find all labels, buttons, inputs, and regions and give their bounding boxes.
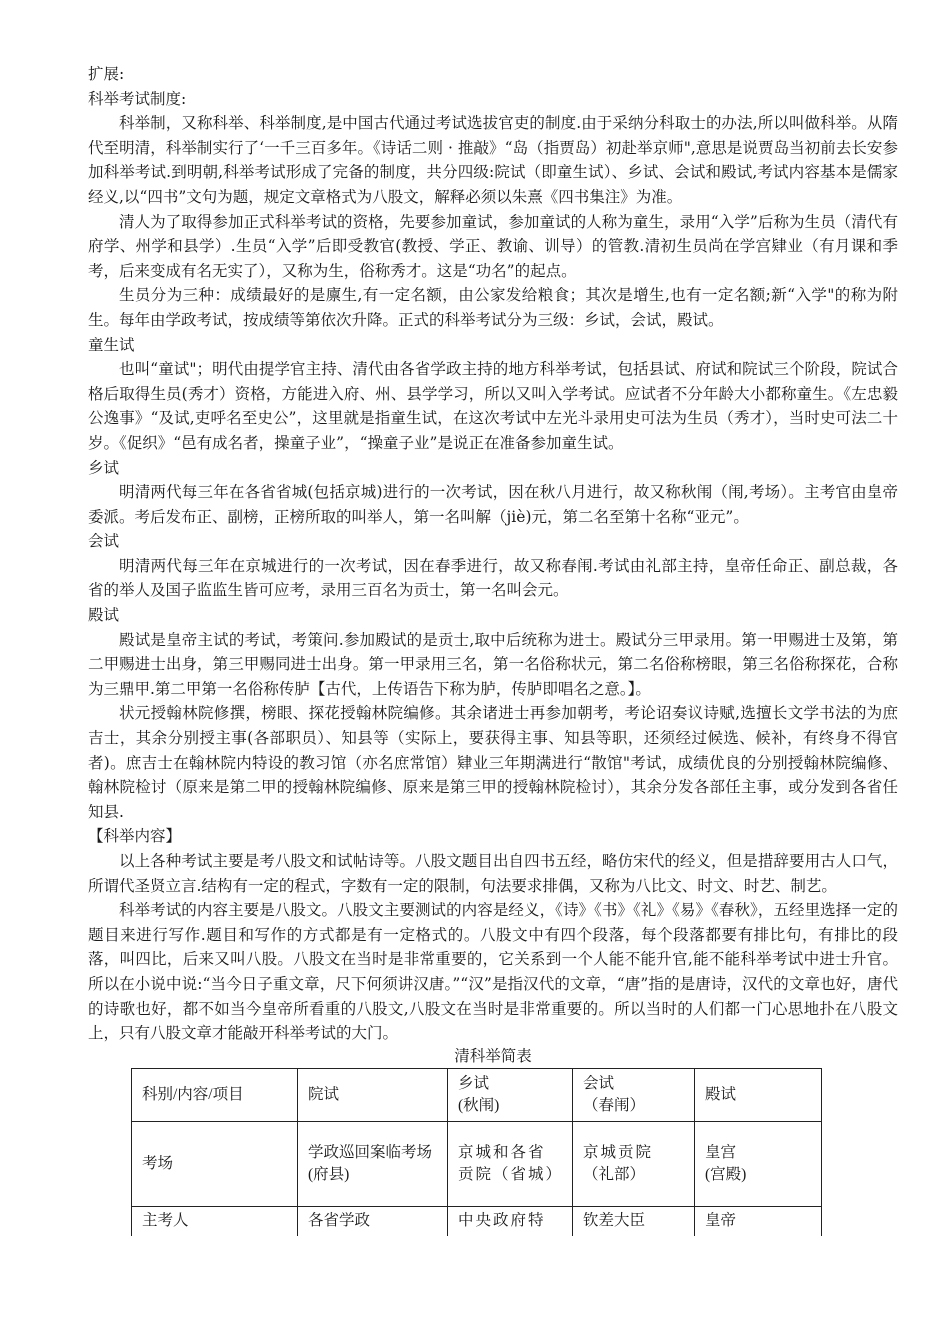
cell-examiner-xiangshi: 中央政府特 bbox=[448, 1206, 573, 1236]
table-title: 清科举简表 bbox=[454, 1047, 532, 1065]
header-xiangshi-alias: (秋闱) bbox=[458, 1096, 500, 1114]
cell-venue-huishi bbox=[573, 1121, 695, 1206]
venue-huishi-place: 京城贡院 bbox=[583, 1143, 654, 1161]
cell-examiner-dianshi: 皇帝 bbox=[695, 1206, 822, 1236]
table-row bbox=[132, 1121, 822, 1206]
heading-expand: 扩展: bbox=[88, 65, 125, 83]
heading-huishi: 会试 bbox=[88, 532, 120, 551]
heading-dianshi: 殿试 bbox=[88, 606, 120, 625]
table-header-huishi bbox=[573, 1068, 695, 1121]
paragraph-tongshi-intro: 清人为了取得参加正式科举考试的资格，先要参加童试，参加童试的人称为童生，录用“入学”后称为生员（清代有府学、州学和县学）.生员“入学”后即受教官(教授、学正、教谕、训导）的管教.清初生员尚在学宫肄业（有月课和季考，后来变成有名无实了），又称为生，俗称秀才。这是“功名”的起点。 bbox=[88, 212, 898, 280]
header-huishi-alias: （春闱） bbox=[583, 1096, 646, 1114]
header-huishi-name: 会试 bbox=[583, 1074, 615, 1092]
paragraph-dianshi: 殿试是皇帝主试的考试，考策问.参加殿试的是贡士,取中后统称为进士。殿试分三甲录用。第一甲赐进士及第，第二甲赐进士出身，第三甲赐同进士出身。第一甲录用三名，第一名俗称状元，第二名俗称榜眼，第三名俗称探花，合称为三鼎甲.第二甲第一名俗称传胪【古代，上传语告下称为胪，传胪即唱名之意。】。 bbox=[88, 630, 898, 698]
cell-examiner-yuanshi: 各省学政 bbox=[298, 1206, 448, 1236]
header-xiangshi-name: 乡试 bbox=[458, 1074, 490, 1092]
venue-dianshi-place: 皇宫 bbox=[705, 1143, 737, 1161]
cell-examiner-huishi: 钦差大臣 bbox=[573, 1206, 695, 1236]
paragraph-hanlin: 状元授翰林院修撰，榜眼、探花授翰林院编修。其余诸进士再参加朝考，考论诏奏议诗赋,选擅长文学书法的为庶吉士，其余分别授主事(各部职员）、知县等（实际上，要获得主事、知县等职，还须经过候选、候补，有终身不得官者)。庶吉士在翰林院内特设的教习馆（亦名庶常馆）肄业三年期满进行“散馆"考试，成绩优良的分别授翰林院编修、翰林院检讨（原来是第二甲的授翰林院编修、原来是第三甲的授翰林院检讨），其余分发各部任主事，或分发到各省任知县. bbox=[88, 704, 898, 821]
heading-system: 科举考试制度: bbox=[88, 89, 187, 108]
paragraph-tongshengshi: 也叫“童试"；明代由提学官主持、清代由各省学政主持的地方科举考试，包括县试、府试和院试三个阶段，院试合格后取得生员(秀才）资格，方能进入府、州、县学学习，所以又叫入学考试。应试者不分年龄大小都称童生。《左忠毅公逸事》“及试,吏呼名至史公”，这里就是指童生试，在这次考试中左光斗录用史可法为生员（秀才），当时史可法二十岁。《促织》“邑有成名者，操童子业”，“操童子业”是说正在准备参加童生试。 bbox=[88, 360, 898, 452]
cell-venue-xiangshi: 京城和各省贡院（省城） bbox=[448, 1121, 573, 1206]
table-header-dianshi: 殿试 bbox=[695, 1068, 822, 1121]
table-header-yuanshi: 院试 bbox=[298, 1068, 448, 1121]
table-row bbox=[132, 1206, 822, 1236]
paragraph-keju-definition: 科举制，又称科举、科举制度,是中国古代通过考试选拔官吏的制度.由于采纳分科取士的办法,所以叫做科举。从隋代至明清，科举制实行了‘一千三百多年。《诗话二则 · 推敲》“岛（指贾岛）初赴举京师",意思是说贾岛当初前去长安参加科举考试.到明朝,科举考试形成了完备的制度，共分四级:院试（即童生试）、乡试、会试和殿试,考试内容基本是儒家经义,以“四书”文句为题，规定文章格式为八股文，解释必须以朱熹《四书集注》为准。 bbox=[88, 114, 898, 206]
venue-huishi-dept: （礼部） bbox=[583, 1165, 646, 1183]
row-label-venue: 考场 bbox=[132, 1121, 298, 1206]
heading-keju-content: 【科举内容】 bbox=[88, 827, 182, 846]
table-header-xiangshi bbox=[448, 1068, 573, 1121]
table-row bbox=[132, 1068, 822, 1121]
paragraph-bagu-importance: 科举考试的内容主要是八股文。八股文主要测试的内容是经义，《诗》《书》《礼》《易》《春秋》，五经里选择一定的题目来进行写作.题目和写作的方式都是有一定格式的。八股文中有四个段落，每个段落都要有排比句，有排比的段落，叫四比，后来又叫八股。八股文在当时是非常重要的，它关系到一个人能不能升官,能不能科举考试中进士升官。所以在小说中说:“当今日子重文章，尺下何须讲汉唐。”“汉”是指汉代的文章，“唐”指的是唐诗，汉代的文章也好，唐代的诗歌也好，都不如当今皇帝所看重的八股文,八股文在当时是非常重要的。所以当时的人们都一门心思地扑在八股文上，只有八股文章才能敲开科举考试的大门。 bbox=[88, 901, 898, 1043]
heading-tongshengshi: 童生试 bbox=[88, 335, 135, 354]
keju-summary-table bbox=[131, 1068, 822, 1236]
document-page bbox=[88, 62, 898, 1236]
table-header-category: 科别/内容/项目 bbox=[132, 1068, 298, 1121]
heading-xiangshi: 乡试 bbox=[88, 458, 120, 477]
paragraph-shengyuan-types: 生员分为三种：成绩最好的是廪生,有一定名额，由公家发给粮食；其次是增生,也有一定名额;新“入学"的称为附生。每年由学政考试，按成绩等第依次升降。正式的科举考试分为三级：乡试，会试，殿试。 bbox=[88, 286, 898, 329]
paragraph-xiangshi: 明清两代每三年在各省省城(包括京城)进行的一次考试，因在秋八月进行，故又称秋闱（闱,考场）。主考官由皇帝委派。考后发布正、副榜，正榜所取的叫举人，第一名叫解（jiè)元，第二名至第十名称“亚元”。 bbox=[88, 483, 898, 526]
venue-dianshi-alias: (宫殿) bbox=[705, 1165, 747, 1183]
cell-venue-dianshi bbox=[695, 1121, 822, 1206]
paragraph-bagu-overview: 以上各种考试主要是考八股文和试帖诗等。八股文题目出自四书五经，略仿宋代的经义，但是措辞要用古人口气，所谓代圣贤立言.结构有一定的程式，字数有一定的限制，句法要求排偶，又称为八比文、时文、时艺、制艺。 bbox=[88, 852, 898, 895]
cell-venue-yuanshi: 学政巡回案临考场(府县) bbox=[298, 1121, 448, 1206]
row-label-examiner: 主考人 bbox=[132, 1206, 298, 1236]
paragraph-huishi: 明清两代每三年在京城进行的一次考试，因在春季进行，故又称春闱.考试由礼部主持，皇帝任命正、副总裁，各省的举人及国子监监生皆可应考，录用三百名为贡士，第一名叫会元。 bbox=[88, 556, 898, 600]
